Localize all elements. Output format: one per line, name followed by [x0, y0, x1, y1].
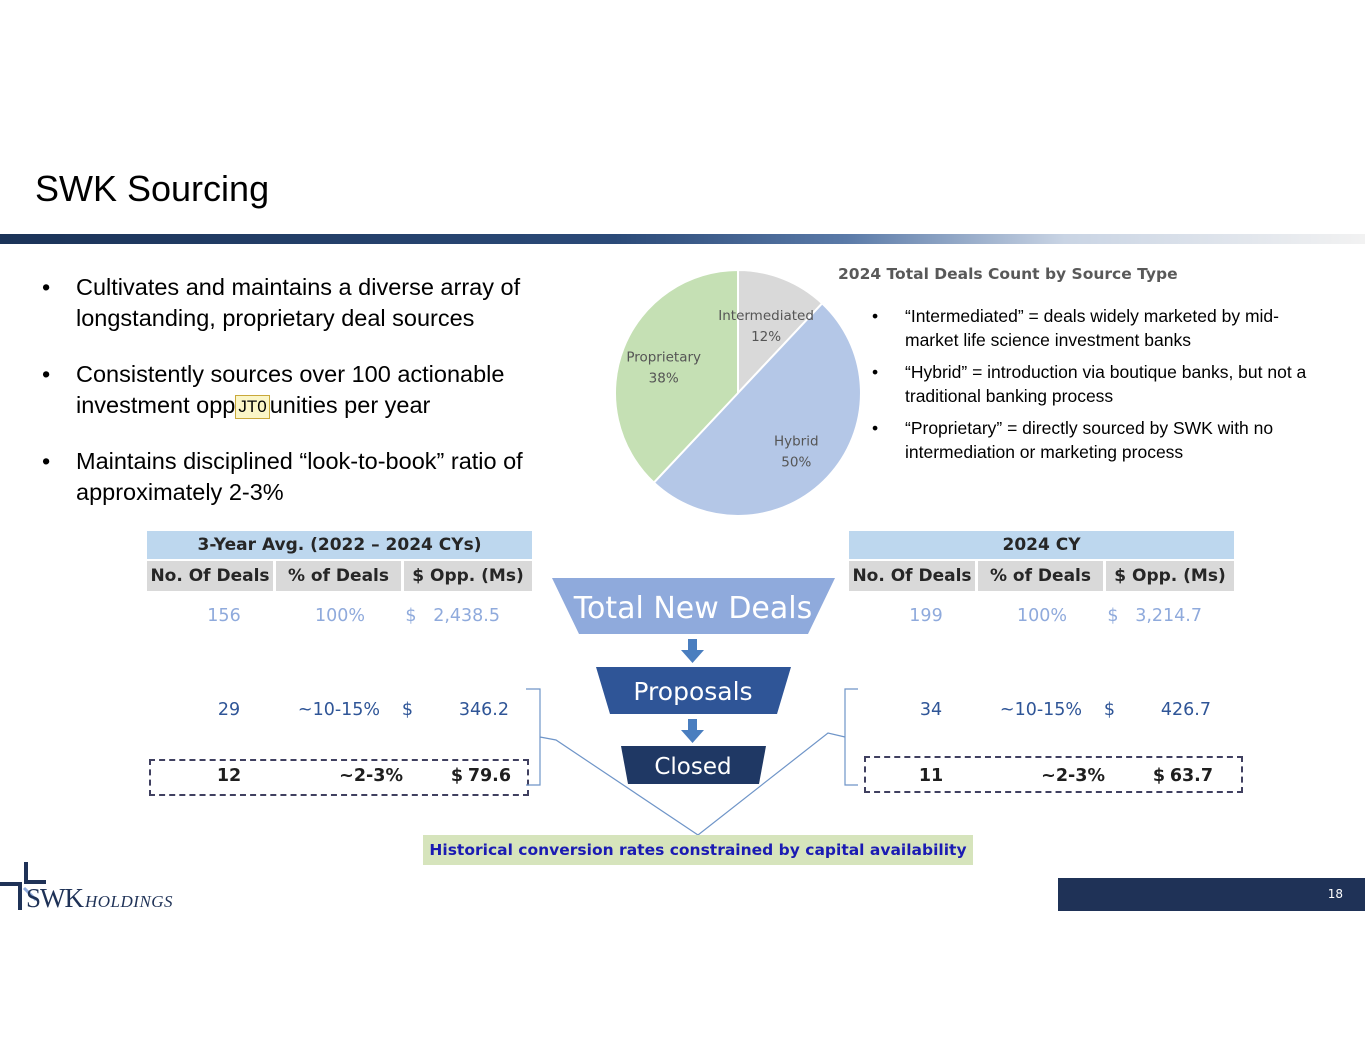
deals-percent: ~2-3% [339, 766, 403, 786]
deals-count: 11 [918, 766, 944, 786]
bullet-text: unities per year [269, 392, 431, 418]
currency: $ [450, 766, 463, 786]
logo-suffix: HOLDINGS [85, 892, 174, 911]
pie-slice-value: 50% [781, 454, 812, 471]
pie-slice-value: 38% [648, 370, 679, 387]
down-arrow-icon [681, 650, 704, 663]
pie-slice-label: Intermediated [718, 308, 814, 325]
funnel-stage-label: Closed [654, 754, 732, 780]
definition-item: • “Proprietary” = directly sourced by SWK with no intermediation or marketing process [872, 418, 1274, 462]
definition-text: “Hybrid” = introduction via boutique banks, but not a traditional banking process [905, 362, 1307, 406]
currency: $ [1103, 700, 1116, 720]
right-bracket [845, 689, 858, 785]
left-table-title: 3-Year Avg. (2022 – 2024 CYs) [147, 531, 532, 559]
currency: $ [401, 700, 414, 720]
comment-marker[interactable]: JT0 [235, 395, 269, 419]
opp-amount: 3,214.7 [1135, 606, 1202, 626]
logo-brand: SWK [26, 883, 83, 913]
column-header: % of Deals [276, 561, 401, 591]
bullet-item: • Consistently sources over 100 actionable investment opp JT0 unities per year [42, 361, 505, 418]
opp-amount: 2,438.5 [433, 606, 500, 626]
deals-percent: ~2-3% [1041, 766, 1105, 786]
deals-count: 12 [216, 766, 242, 786]
currency: $ [1152, 766, 1165, 786]
column-header: % of Deals [978, 561, 1103, 591]
down-arrow-icon [688, 639, 697, 651]
opp-amount: 79.6 [467, 766, 511, 786]
column-header: No. Of Deals [147, 561, 273, 591]
deals-percent: ~10-15% [297, 700, 381, 720]
company-logo [0, 858, 200, 918]
deals-count: 29 [217, 700, 241, 720]
opp-amount: 63.7 [1169, 766, 1213, 786]
column-header: $ Opp. (Ms) [404, 561, 532, 591]
deals-percent: 100% [1016, 606, 1068, 626]
definition-text: “Intermediated” = deals widely marketed by mid-market life science investment banks [905, 306, 1279, 350]
funnel-stage-label: Proposals [633, 677, 753, 706]
bullet-item: • Cultivates and maintains a diverse array of longstanding, proprietary deal sources [42, 274, 521, 331]
deals-count: 199 [909, 606, 943, 626]
currency: $ [1107, 606, 1119, 626]
page-title: SWK Sourcing [35, 168, 270, 209]
page-number: 18 [1327, 887, 1343, 901]
pie-slice-label: Hybrid [773, 433, 819, 450]
definition-item: • “Hybrid” = introduction via boutique banks, but not a traditional banking process [872, 362, 1307, 406]
deals-percent: ~10-15% [999, 700, 1083, 720]
pie-slice-value: 12% [751, 329, 782, 346]
chart-title: 2024 Total Deals Count by Source Type [838, 265, 1178, 283]
definition-item: • “Intermediated” = deals widely marketed by mid-market life science investment banks [872, 306, 1279, 350]
down-arrow-icon [688, 719, 697, 731]
pie-slice-label: Proprietary [626, 349, 702, 366]
logo-wordmark [26, 883, 173, 914]
column-header: $ Opp. (Ms) [1106, 561, 1234, 591]
bullet-text: Maintains disciplined “look-to-book” ratio of approximately 2-3% [76, 448, 523, 505]
column-header: No. Of Deals [849, 561, 975, 591]
right-table-title: 2024 CY [849, 531, 1234, 559]
definition-text: “Proprietary” = directly sourced by SWK with no intermediation or marketing process [905, 418, 1274, 462]
conversion-note: Historical conversion rates constrained by capital availability [423, 835, 973, 865]
opp-amount: 426.7 [1160, 700, 1211, 720]
opp-amount: 346.2 [458, 700, 509, 720]
bullet-item: • Maintains disciplined “look-to-book” ratio of approximately 2-3% [42, 448, 523, 505]
deals-count: 156 [207, 606, 241, 626]
deals-percent: 100% [314, 606, 366, 626]
bullet-text: Consistently sources over 100 actionable investment opp [76, 361, 505, 418]
deals-count: 34 [919, 700, 943, 720]
currency: $ [405, 606, 417, 626]
down-arrow-icon [681, 730, 704, 743]
bullet-text: Cultivates and maintains a diverse array of longstanding, proprietary deal sources [76, 274, 521, 331]
footer-bar [1058, 878, 1365, 911]
funnel-stage-label: Total New Deals [573, 591, 813, 626]
